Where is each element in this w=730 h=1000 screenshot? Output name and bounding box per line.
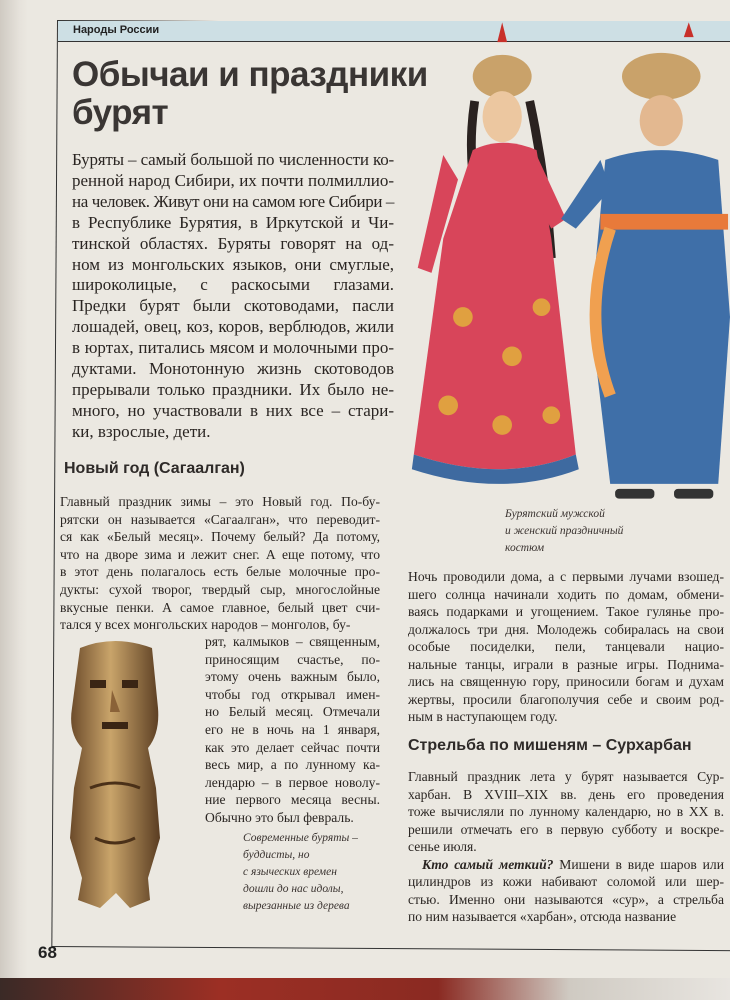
text-line: но Белый месяц. Отмечали (205, 704, 380, 720)
text-line: ном из монгольских языков, они смуглые, (72, 254, 394, 274)
text-line: тался у всех монгольских народов – монголов, бу- (60, 617, 351, 633)
text-line: широколицые, с раскосыми глазами. (72, 275, 394, 295)
surkharban-lead-line (408, 856, 724, 874)
text-line: решили отмечать его в первую субботу и воскре- (408, 821, 724, 837)
caption-line: костюм (505, 542, 545, 554)
text-line: тинской областях. Буряты говорят на од- (72, 233, 394, 253)
caption-line: Бурятский мужской (505, 508, 605, 520)
heading-new-year: Новый год (Сагаалган) (64, 460, 245, 477)
text-line: лендарю – в первое новолу- (205, 774, 380, 790)
text-line: в этот день полагалось есть белые молочные про- (60, 564, 380, 580)
text-line: Ночь проводили дома, а с первыми лучами взошед- (408, 569, 724, 584)
man-figure (561, 22, 730, 498)
text-line: Главный праздник зимы – это Новый год. По-бу- (60, 494, 380, 509)
text-line: что на дворе зима и лежит снег. А еще потому, что (60, 546, 380, 562)
surkharban-paragraph (408, 768, 724, 926)
text-line: ки, взрослые, дети. (72, 421, 211, 441)
text-line: на человек. Живут они на самом юге Сибири – (72, 191, 394, 211)
title-line: Обычаи и праздники (72, 55, 428, 94)
lead-in: Кто самый меткий? (422, 856, 554, 872)
text-line: приносящим счастье, по- (205, 651, 380, 667)
page-number: 68 (38, 943, 57, 962)
text-line: Главный праздник лета у бурят называется Сур- (408, 769, 724, 784)
text-line: Обычно это был февраль. (205, 809, 354, 825)
wooden-idol-image (60, 638, 170, 913)
page-title (72, 56, 428, 132)
new-year-paragraph-wrapped (205, 633, 380, 827)
caption-line: буддисты, но (243, 849, 310, 861)
text-line: жертвы, просили благополучия себе и своим род- (408, 691, 724, 707)
costume-illustration (404, 18, 730, 508)
intro-paragraph (72, 150, 394, 443)
text-line: тоже вычисляли по лунному календарю, но в XX в. (408, 804, 724, 819)
text-line: дуктами. Монотонную жизнь скотоводов (72, 359, 394, 379)
idol-caption (243, 830, 358, 915)
text-line: сенье июля. (408, 839, 477, 854)
text-line: цилиндров из кожи набивают соломой или шер- (408, 874, 724, 889)
heading-surkharban: Стрельба по мишеням – Сурхарбан (408, 737, 692, 754)
caption-line: дошли до нас идолы, (243, 883, 344, 895)
surkharban-lines (408, 768, 724, 856)
text-line: Буряты – самый большой по численности ко- (72, 150, 394, 169)
section-label: Народы России (73, 24, 160, 36)
text-line: в юртах, питались мясом и молочными про- (72, 338, 394, 358)
lead-line-text: Мишени в виде шаров или (553, 856, 724, 872)
text-line: стью. Именно они называются «сур», а стрельба (408, 891, 724, 907)
text-line: ным в наступающем году. (408, 709, 558, 724)
text-line: шего солнца начинали ходить по домам, обмени- (408, 586, 724, 602)
new-year-paragraph (60, 493, 380, 634)
text-line: вкусные пенки. А самое главное, белый цвет счи- (60, 599, 380, 615)
new-year-continued-paragraph (408, 568, 724, 726)
costume-caption (505, 506, 623, 557)
text-line: ренной народ Сибири, их почти полмиллио- (72, 170, 394, 190)
text-line: рят, калмыков – священным, (205, 634, 380, 649)
text-line: дукты: сухой творог, твердый сыр, многослойные (60, 581, 380, 597)
text-line: особые посиделки, пели, танцевали нацио- (408, 639, 724, 654)
caption-line: с языческих времен (243, 866, 337, 878)
text-line: чтобы год открывал имен- (205, 686, 380, 702)
text-line: ние первого месяца весны. (205, 792, 380, 808)
text-line: нальные танцы, играли в разные игры. Поднима- (408, 656, 724, 672)
text-line: много, но участвовали в них все – стари- (72, 400, 394, 420)
book-spine-shadow (0, 0, 28, 1000)
text-line: по ним называется «харбан», отсюда название (408, 909, 677, 924)
text-line: прерывали только праздники. Их было не- (72, 379, 394, 399)
text-line: лись на священную гору, приносили богам и духам (408, 674, 724, 689)
book-cover-edge (0, 978, 730, 1000)
text-line: должалось три дня. Молодежь собиралась на свои (408, 621, 724, 637)
woman-figure (412, 22, 579, 484)
text-line: ся как «Белый месяц». Почему белый? Да потому, (60, 529, 380, 545)
caption-line: вырезанные из дерева (243, 900, 350, 912)
text-line: лошадей, овец, коз, коров, верблюдов, жили (72, 317, 394, 337)
text-line: как это делает сейчас почти (205, 739, 380, 755)
caption-line: Современные буряты – (243, 832, 358, 844)
text-line: рятски он называется «Сагаалган», что переводит- (60, 511, 380, 527)
text-line: ваясь подарками и угощением. Такое гулянье про- (408, 604, 724, 619)
text-line: харбан. В XVIII–XIX вв. день его проведения (408, 786, 724, 802)
surkharban-lines-2 (408, 873, 724, 926)
text-line: этому очень важным было, (205, 669, 380, 685)
text-line: весь мир, а по лунному ка- (205, 757, 380, 773)
title-line: бурят (72, 93, 169, 132)
text-line: его не в ночь на 1 января, (205, 721, 380, 737)
text-line: Предки бурят были скотоводами, пасли (72, 296, 394, 316)
caption-line: и женский праздничный (505, 525, 624, 537)
text-line: в Республике Бурятия, в Иркутской и Чи- (72, 212, 394, 232)
